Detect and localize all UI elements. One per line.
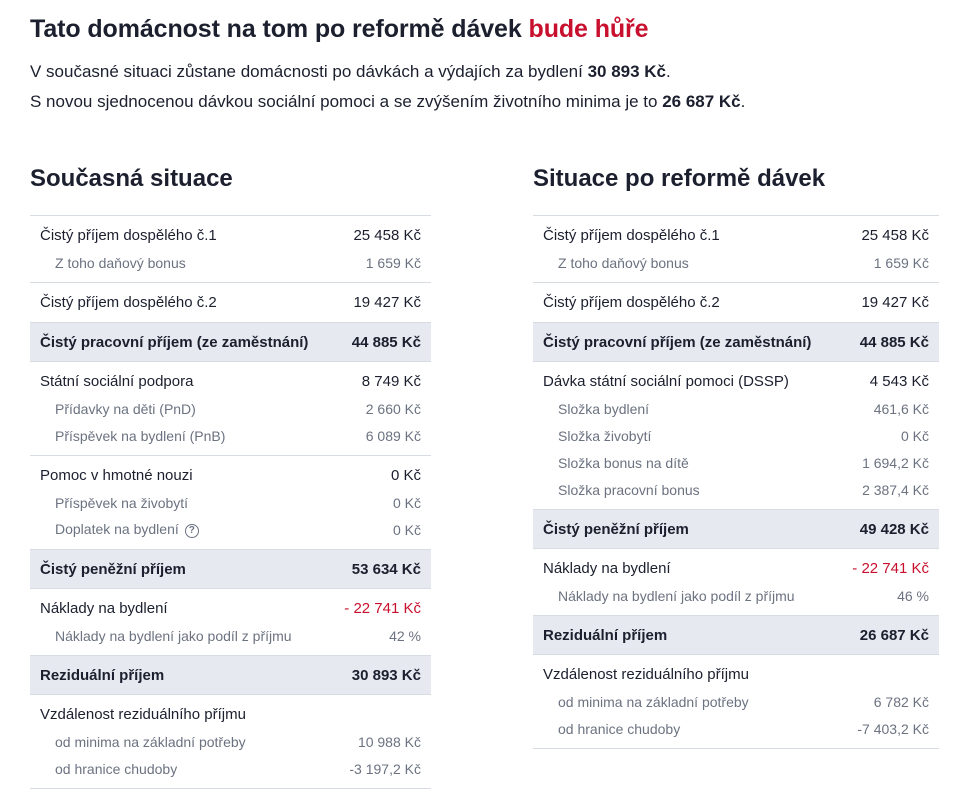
table-row: Vzdálenost reziduálního příjmu bbox=[40, 706, 246, 723]
table-row: Náklady na bydlení - 22 741 Kč bbox=[543, 560, 929, 577]
adult2-group bbox=[30, 283, 431, 323]
table-row: od minima na základní potřeby 6 782 Kč bbox=[558, 693, 929, 710]
net-income-summary bbox=[30, 550, 431, 589]
question-circle-icon[interactable]: ? bbox=[185, 524, 199, 538]
current-situation-table bbox=[30, 215, 431, 789]
page-title bbox=[30, 15, 648, 44]
reform-situation-panel bbox=[533, 163, 939, 749]
housing-costs-group bbox=[533, 549, 939, 616]
table-row: od hranice chudoby -3 197,2 Kč bbox=[55, 760, 421, 777]
adult1-group bbox=[533, 216, 939, 283]
dssp-group bbox=[533, 362, 939, 510]
table-row: Čistý pracovní příjem (ze zaměstnání) 44 885 Kč bbox=[40, 333, 421, 351]
table-row: Čistý peněžní příjem 49 428 Kč bbox=[543, 520, 929, 538]
table-row: Reziduální příjem 30 893 Kč bbox=[40, 666, 421, 684]
net-income-summary bbox=[533, 510, 939, 549]
table-row: Čistý pracovní příjem (ze zaměstnání) 44 885 Kč bbox=[543, 333, 929, 351]
table-row: Přídavky na děti (PnD) 2 660 Kč bbox=[55, 400, 421, 417]
work-income-summary bbox=[533, 323, 939, 362]
housing-costs-group bbox=[30, 589, 431, 656]
table-row: Čistý příjem dospělého č.2 19 427 Kč bbox=[543, 294, 929, 311]
residual-distance-group bbox=[30, 695, 431, 789]
table-row: Doplatek na bydlení ? 0 Kč bbox=[55, 521, 421, 538]
headline-text: Tato domácnost na tom po reformě dávek bbox=[30, 15, 522, 43]
table-row: Reziduální příjem 26 687 Kč bbox=[543, 626, 929, 644]
table-row: Náklady na bydlení jako podíl z příjmu 46 % bbox=[558, 587, 929, 604]
table-row: Z toho daňový bonus 1 659 Kč bbox=[55, 254, 421, 271]
table-row: Čistý peněžní příjem 53 634 Kč bbox=[40, 560, 421, 578]
table-row: od minima na základní potřeby 10 988 Kč bbox=[55, 733, 421, 750]
table-row: Z toho daňový bonus 1 659 Kč bbox=[558, 254, 929, 271]
table-row: Pomoc v hmotné nouzi 0 Kč bbox=[40, 467, 421, 484]
intro-current-value: 30 893 Kč bbox=[587, 62, 667, 81]
table-row: Dávka státní sociální pomoci (DSSP) 4 543 Kč bbox=[543, 373, 929, 390]
table-row: Náklady na bydlení - 22 741 Kč bbox=[40, 600, 421, 617]
table-row: Vzdálenost reziduálního příjmu bbox=[543, 666, 749, 683]
table-row: Složka bonus na dítě 1 694,2 Kč bbox=[558, 454, 929, 471]
residual-income-summary bbox=[533, 616, 939, 655]
residual-income-summary bbox=[30, 656, 431, 695]
residual-distance-group bbox=[533, 655, 939, 749]
table-row: Čistý příjem dospělého č.1 25 458 Kč bbox=[543, 227, 929, 244]
current-situation-panel bbox=[30, 163, 431, 789]
state-support-group bbox=[30, 362, 431, 456]
table-row: Složka bydlení 461,6 Kč bbox=[558, 400, 929, 417]
table-row: Příspěvek na živobytí 0 Kč bbox=[55, 494, 421, 511]
headline-accent: bude hůře bbox=[528, 15, 649, 43]
intro-line-current: V současné situaci zůstane domácnosti po dávkách a výdajích za bydlení 30 893 Kč. bbox=[30, 62, 671, 81]
adult1-group bbox=[30, 216, 431, 283]
table-row: Čistý příjem dospělého č.2 19 427 Kč bbox=[40, 294, 421, 311]
table-row: Složka pracovní bonus 2 387,4 Kč bbox=[558, 481, 929, 498]
adult2-group bbox=[533, 283, 939, 323]
work-income-summary bbox=[30, 323, 431, 362]
material-need-group bbox=[30, 456, 431, 550]
reform-situation-table bbox=[533, 215, 939, 749]
table-row: Čistý příjem dospělého č.1 25 458 Kč bbox=[40, 227, 421, 244]
table-row: od hranice chudoby -7 403,2 Kč bbox=[558, 720, 929, 737]
reform-situation-title: Situace po reformě dávek bbox=[533, 165, 826, 192]
intro-line-reform: S novou sjednocenou dávkou sociální pomoci a se zvýšením životního minima je to 26 687 Kč. bbox=[30, 92, 746, 111]
current-situation-title: Současná situace bbox=[30, 165, 233, 192]
table-row: Náklady na bydlení jako podíl z příjmu 42 % bbox=[55, 627, 421, 644]
intro-reform-value: 26 687 Kč bbox=[662, 92, 741, 111]
table-row: Složka živobytí 0 Kč bbox=[558, 427, 929, 444]
table-row: Státní sociální podpora 8 749 Kč bbox=[40, 373, 421, 390]
table-row: Příspěvek na bydlení (PnB) 6 089 Kč bbox=[55, 427, 421, 444]
